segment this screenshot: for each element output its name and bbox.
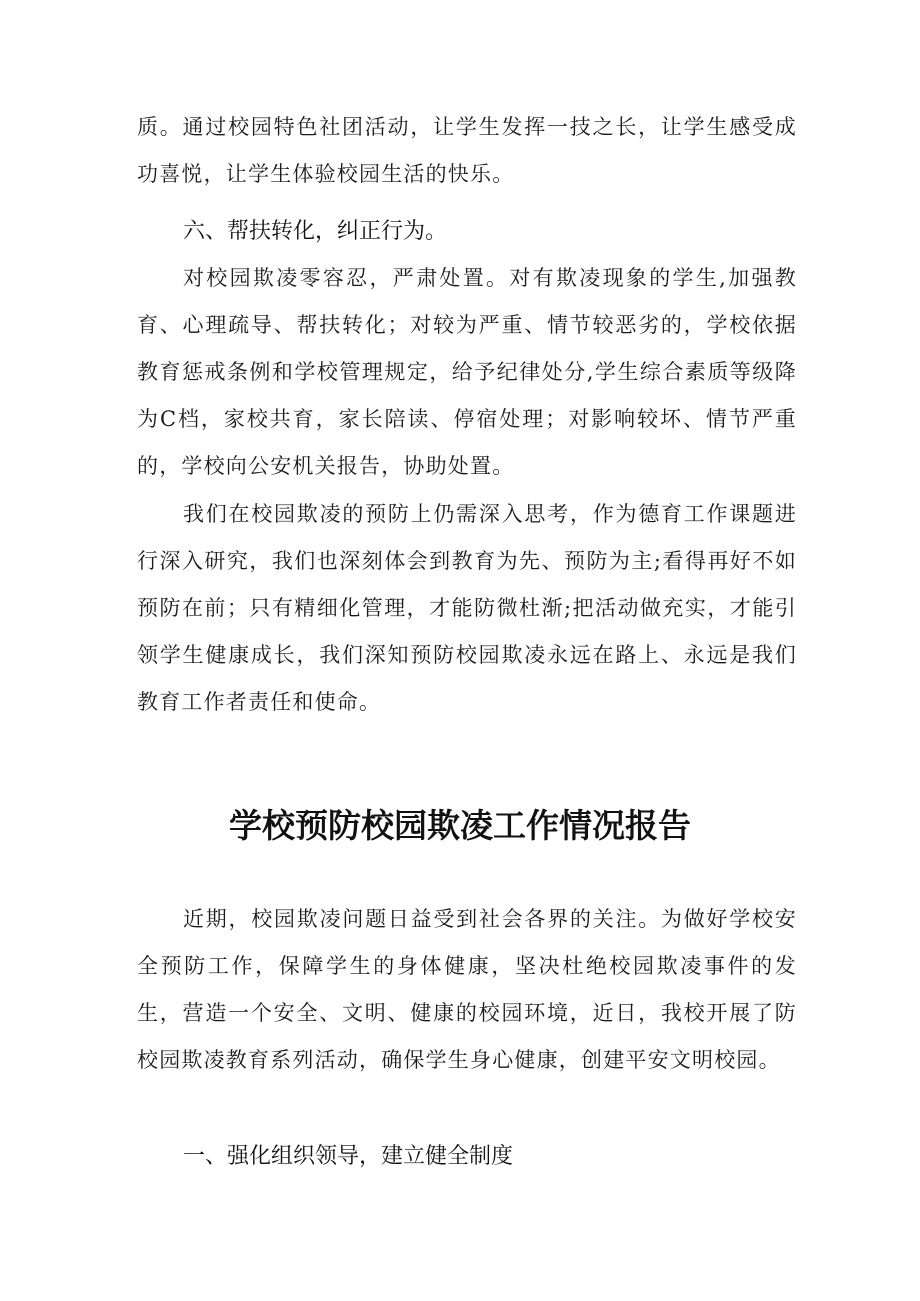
report-heading-1-wrap bbox=[137, 1142, 797, 1172]
paragraph-conclusion: 我们在校园欺凌的预防上仍需深入思考，作为德育工作课题进行深入研究，我们也深刻体会到教育为先、预防为主;看得再好不如预防在前；只有精细化管理，才能防微杜渐;把活动做充实，才能引领学生健康成长，我们深知预防校园欺凌永远在路上、永远是我们教育工作者责任和使命。 bbox=[137, 502, 797, 714]
prev-section-paragraph-6-wrap bbox=[137, 255, 797, 490]
report-title: 学校预防校园欺凌工作情况报告 bbox=[229, 806, 691, 845]
report-intro-wrap bbox=[137, 896, 797, 1084]
prev-section-continuation bbox=[137, 104, 797, 198]
paragraph-continuation: 质。通过校园特色社团活动，让学生发挥一技之长，让学生感受成功喜悦，让学生体验校园生活的快乐。 bbox=[137, 115, 797, 186]
prev-section-heading-6-wrap bbox=[137, 217, 797, 247]
section-heading-6: 六、帮扶转化，纠正行为。 bbox=[183, 219, 448, 244]
paragraph-6: 对校园欺凌零容忍，严肃处置。对有欺凌现象的学生,加强教育、心理疏导、帮扶转化；对较为严重、情节较恶劣的，学校依据教育惩戒条例和学校管理规定，给予纪律处分,学生综合素质等级降为C档，家校共育，家长陪读、停宿处理；对影响较坏、情节严重的，学校向公安机关报告，协助处置。 bbox=[137, 266, 797, 478]
report-intro-paragraph: 近期，校园欺凌问题日益受到社会各界的关注。为做好学校安全预防工作，保障学生的身体健康，坚决杜绝校园欺凌事件的发生，营造一个安全、文明、健康的校园环境，近日，我校开展了防校园欺凌教育系列活动，确保学生身心健康，创建平安文明校园。 bbox=[137, 907, 797, 1072]
report-heading-1: 一、强化组织领导，建立健全制度 bbox=[183, 1144, 514, 1169]
prev-section-conclusion-wrap bbox=[137, 491, 797, 726]
